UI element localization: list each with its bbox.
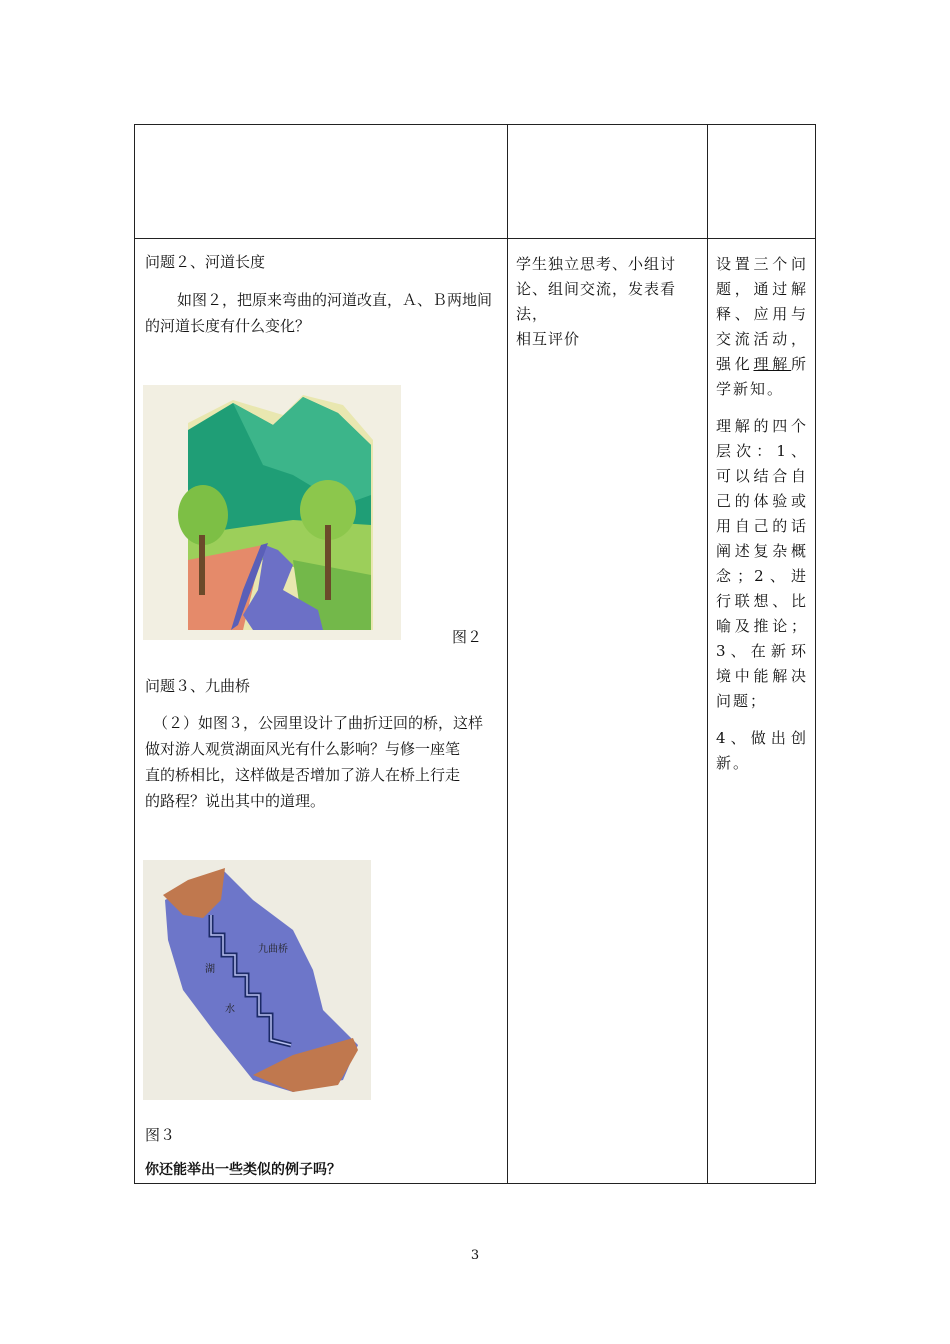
q3-text-line: 直的桥相比，这样做是否增加了游人在桥上行走 <box>145 766 461 784</box>
q3-text-line: （２）如图３，公园里设计了曲折迂回的桥，这样 <box>153 714 484 732</box>
q3-title: 问题３、九曲桥 <box>145 677 251 695</box>
q2-text-line1: 如图２，把原来弯曲的河道改直，Ａ、Ｂ两地间 <box>177 291 493 309</box>
intent-paragraph-3: 4、做出创新。 <box>716 729 808 772</box>
zigzag-bridge-figure <box>143 860 371 1100</box>
q2-text-line2: 的河道长度有什么变化？ <box>145 317 311 335</box>
intent-underlined: 理解 <box>753 355 791 373</box>
column-divider <box>507 125 508 1183</box>
q3-text-line: 的路程？说出其中的道理。 <box>145 792 326 810</box>
q3-text-line: 做对游人观赏湖面风光有什么影响？与修一座笔 <box>145 740 461 758</box>
intent-paragraph-1 <box>716 252 808 402</box>
q2-title: 问题２、河道长度 <box>145 253 266 271</box>
bridge-label: 九曲桥 <box>258 944 288 955</box>
student-activity <box>516 252 701 352</box>
row-divider <box>135 238 815 239</box>
page-number: 3 <box>470 1248 480 1263</box>
figure-3-caption: 图３ <box>145 1126 176 1144</box>
intent-text: 所学新知。 <box>716 355 808 398</box>
intent-paragraph-2: 理解的四个层次：1、可以结合自己的体验或用自己的话阐述复杂概念；2、进行联想、比喻及推论；3、在新环境中能解决问题； <box>716 417 808 710</box>
design-intent <box>716 252 808 788</box>
activity-line: 论、组间交流，发表看法， <box>516 280 677 323</box>
figure-2-caption: 图２ <box>452 628 483 646</box>
activity-line: 学生独立思考、小组讨 <box>516 255 677 273</box>
river-landscape-figure <box>143 385 401 640</box>
intent-text: 设置三个问题，通过解释、应用与交流活动，强化 <box>716 255 808 373</box>
examples-question: 你还能举出一些类似的例子吗？ <box>145 1162 341 1178</box>
column-divider <box>707 125 708 1183</box>
activity-line: 相互评价 <box>516 330 581 348</box>
lake-label-2: 水 <box>225 1004 235 1015</box>
q3-text <box>145 710 505 814</box>
lake-label-1: 湖 <box>205 964 215 975</box>
